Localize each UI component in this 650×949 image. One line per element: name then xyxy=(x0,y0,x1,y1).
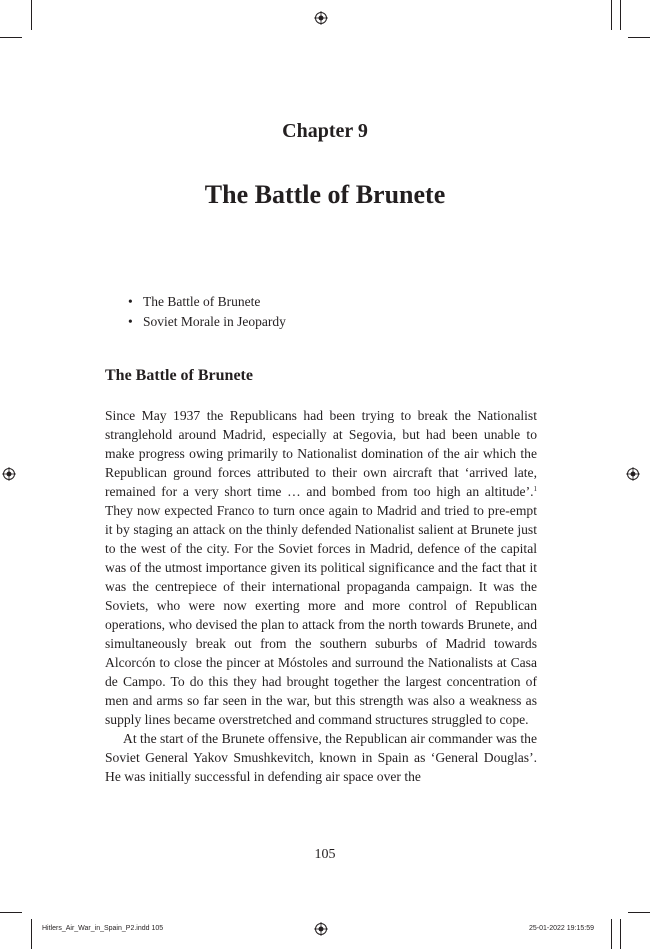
crop-mark-bottom-right-vertical-outer xyxy=(611,919,612,949)
paragraph: At the start of the Brunete offensive, the Republican air commander was the Soviet General Yakov Smushkevitch, known in Spain as ‘General Douglas’. He was initially successful in defending air space over the xyxy=(105,731,537,784)
paragraph xyxy=(105,406,537,729)
crop-mark-top-right-horizontal xyxy=(628,37,650,38)
crop-mark-top-left-horizontal xyxy=(0,37,22,38)
registration-mark-top-icon xyxy=(314,11,328,25)
footnote-marker: 1 xyxy=(533,485,537,493)
contents-item: • Soviet Morale in Jeopardy xyxy=(128,312,286,332)
registration-mark-right-icon xyxy=(626,467,640,481)
chapter-label: Chapter 9 xyxy=(282,120,368,142)
chapter-contents-list xyxy=(128,292,286,332)
crop-mark-top-right-vertical-outer xyxy=(611,0,612,30)
crop-mark-bottom-right-vertical-inner xyxy=(620,919,621,949)
contents-item: • The Battle of Brunete xyxy=(128,292,286,312)
slug-timestamp: 25-01-2022 19:15:59 xyxy=(529,925,594,932)
chapter-title: The Battle of Brunete xyxy=(204,180,446,209)
crop-mark-bottom-right-horizontal xyxy=(628,912,650,913)
section-heading: The Battle of Brunete xyxy=(105,367,253,384)
crop-mark-bottom-left-horizontal xyxy=(0,912,22,913)
paragraph-text: Since May 1937 the Republicans had been trying to break the Nationalist stranglehold around Madrid, especially at Segovia, but had been unable to make progress owing primarily to Nationalist domination of the air which the Republican ground forces attributed to their own aircraft that ‘arrived late, remained for a very short time … and bombed from too high an altitude’. xyxy=(105,408,537,499)
registration-mark-left-icon xyxy=(2,467,16,481)
registration-mark-bottom-icon xyxy=(314,922,328,936)
crop-mark-bottom-left-vertical xyxy=(31,919,32,949)
page-number: 105 xyxy=(314,847,336,862)
body-text xyxy=(105,406,537,786)
crop-mark-top-right-vertical-inner xyxy=(620,0,621,30)
crop-mark-top-left-vertical xyxy=(31,0,32,30)
paragraph-text: They now expected Franco to turn once again to Madrid and tried to pre-empt it by staging an attack on the thinly defended Nationalist salient at Brunete just to the west of the city. For the Soviet forces in Madrid, defence of the capital was of the utmost importance given its political significance and the fact that it was the centrepiece of their international propaganda campaign. It was the Soviets, who were now exerting more and more control of Republican operations, who devised the plan to attack from the north towards Brunete, and simultaneously break out from the southern suburbs of Madrid towards Alcorcón to close the pincer at Móstoles and surround the Nationalists at Casa de Campo. To do this they had brought together the largest concentration of men and arms so far seen in the war, but this strength was also a weakness as supply lines became overstretched and command structures struggled to cope. xyxy=(105,503,537,727)
slug-file-name: Hitlers_Air_War_in_Spain_P2.indd 105 xyxy=(42,925,164,932)
